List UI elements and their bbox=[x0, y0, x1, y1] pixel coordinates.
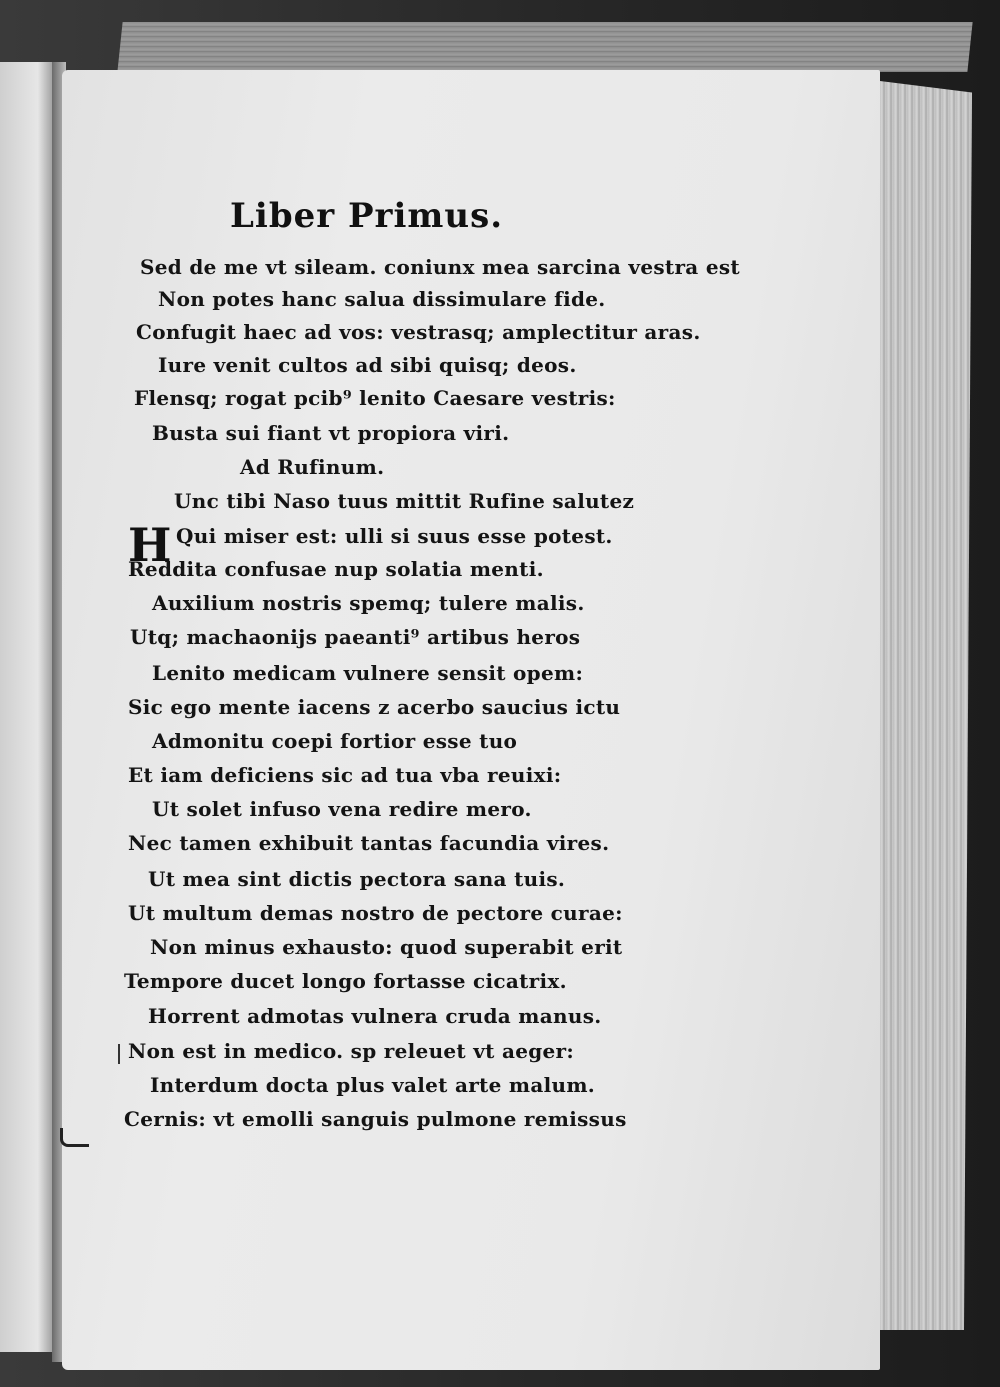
text-line: Auxilium nostris spemq; tulere malis. bbox=[152, 591, 585, 615]
text-line: Confugit haec ad vos: vestrasq; amplectitur aras. bbox=[136, 320, 701, 344]
text-line: Iure venit cultos ad sibi quisq; deos. bbox=[158, 353, 577, 377]
text-line: Nec tamen exhibuit tantas facundia vires. bbox=[128, 831, 610, 855]
initial-letter: H bbox=[128, 518, 172, 572]
text-line: Horrent admotas vulnera cruda manus. bbox=[148, 1004, 602, 1028]
text-line: Ut mea sint dictis pectora sana tuis. bbox=[148, 867, 566, 891]
text-line: Tempore ducet longo fortasse cicatrix. bbox=[124, 969, 567, 993]
margin-tick bbox=[118, 1044, 126, 1064]
text-line: Busta sui fiant vt propiora viri. bbox=[152, 421, 510, 445]
book-top-edge bbox=[117, 22, 972, 72]
left-page-edge bbox=[0, 62, 56, 1352]
text-line: Ut solet infuso vena redire mero. bbox=[152, 797, 532, 821]
text-line: Lenito medicam vulnere sensit opem: bbox=[152, 661, 584, 685]
text-line: Non minus exhausto: quod superabit erit bbox=[150, 935, 623, 959]
text-line: Reddita confusae nup solatia menti. bbox=[128, 557, 544, 581]
section-title: Ad Rufinum. bbox=[240, 455, 385, 479]
text-line: Ut multum demas nostro de pectore curae: bbox=[128, 901, 623, 925]
page-fore-edge bbox=[872, 80, 972, 1330]
page-heading: Liber Primus. bbox=[230, 196, 504, 236]
margin-bracket bbox=[60, 1128, 89, 1147]
text-line: Non potes hanc salua dissimulare fide. bbox=[158, 287, 606, 311]
text-line: Utq; machaonijs paeanti⁹ artibus heros bbox=[130, 625, 581, 649]
text-line: Sic ego mente iacens z acerbo saucius ictu bbox=[128, 695, 621, 719]
text-line: Non est in medico. sp releuet vt aeger: bbox=[128, 1039, 575, 1063]
text-line: Et iam deficiens sic ad tua vba reuixi: bbox=[128, 763, 562, 787]
text-line: Flensq; rogat pcib⁹ lenito Caesare vestris: bbox=[134, 386, 616, 410]
text-line: Cernis: vt emolli sanguis pulmone remissus bbox=[124, 1107, 627, 1131]
text-line: Unc tibi Naso tuus mittit Rufine salutez bbox=[174, 489, 635, 513]
text-line: Sed de me vt sileam. coniunx mea sarcina vestra est bbox=[140, 255, 740, 279]
text-line: Qui miser est: ulli si suus esse potest. bbox=[176, 524, 613, 548]
text-line: Interdum docta plus valet arte malum. bbox=[150, 1073, 596, 1097]
text-line: Admonitu coepi fortior esse tuo bbox=[152, 729, 518, 753]
